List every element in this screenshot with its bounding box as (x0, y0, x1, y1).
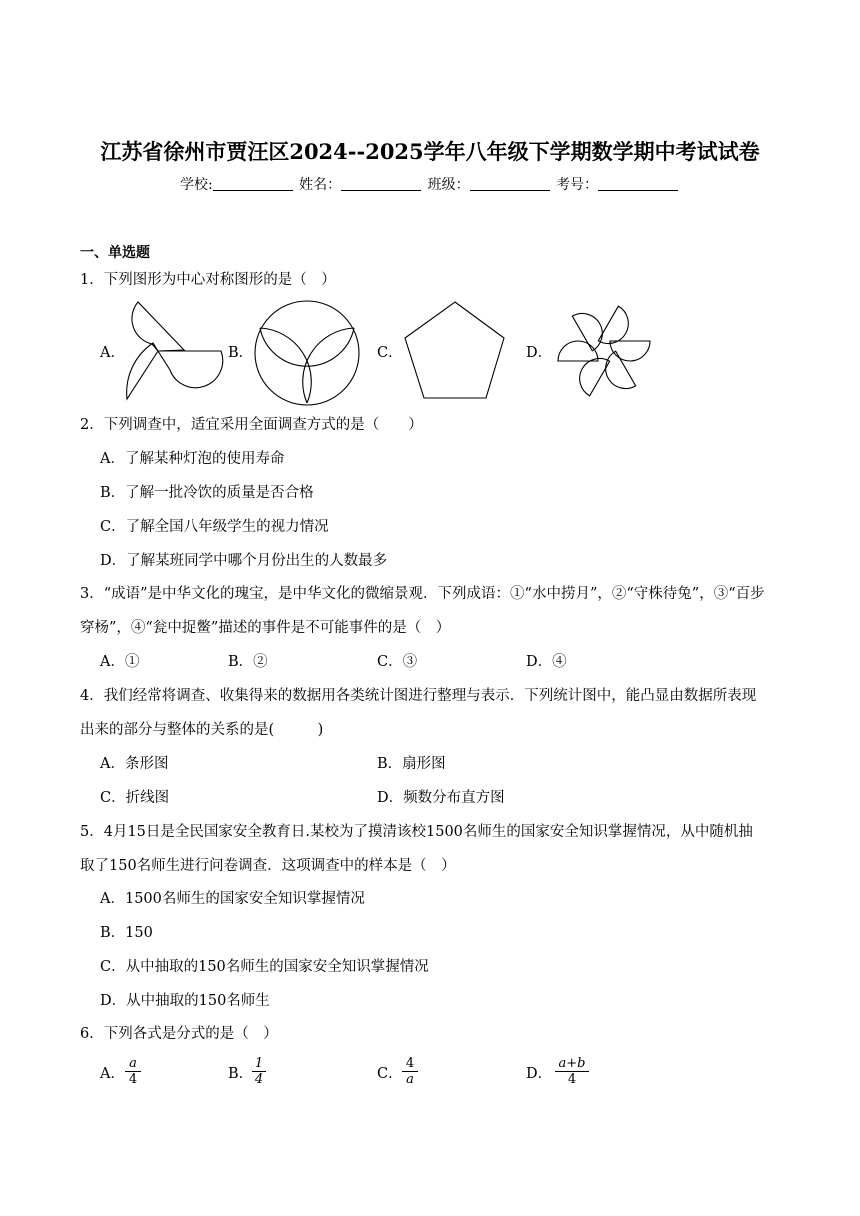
q6-option-c-label: C． (377, 1066, 403, 1082)
six-blade-pinwheel-icon (552, 303, 656, 399)
question-3-line-1: 3．“成语”是中华文化的瑰宝，是中华文化的微缩景观．下列成语：①“水中捞月”，②“守株待兔”，③“百步 (80, 586, 765, 602)
school-blank (213, 176, 293, 191)
question-1: 1．下列图形为中心对称图形的是（ ） (80, 272, 336, 288)
name-label: 姓名： (299, 177, 342, 193)
q6-fraction-c (402, 1056, 418, 1088)
three-blade-rotor-icon (122, 300, 226, 404)
q6-fraction-d-denominator: 4 (567, 1072, 577, 1087)
pentagon-icon (402, 300, 506, 404)
q1-option-c-label: C． (377, 345, 403, 361)
exam-number-label: 考号： (556, 177, 599, 193)
q3-option-a: A．① (100, 654, 140, 670)
q5-option-a: A．1500名师生的国家安全知识掌握情况 (100, 891, 365, 907)
question-4-line-2: 出来的部分与整体的关系的是( ) (80, 722, 324, 738)
question-4-line-1: 4．我们经常将调查、收集得来的数据用各类统计图进行整理与表示．下列统计图中，能凸显由数据所表现 (80, 688, 757, 704)
q5-option-d: D．从中抽取的150名师生 (100, 993, 270, 1009)
section-heading: 一、单选题 (80, 245, 150, 261)
q6-fraction-a-numerator: a (125, 1056, 141, 1072)
school-label: 学校: (179, 177, 213, 193)
q1-option-a-label: A． (100, 345, 125, 361)
class-label: 班级： (427, 177, 470, 193)
q6-fraction-d (555, 1056, 589, 1088)
question-2: 2．下列调查中，适宜采用全面调查方式的是（ ） (80, 417, 423, 433)
name-blank (341, 176, 421, 191)
q1-option-b-label: B． (228, 345, 254, 361)
q6-fraction-c-numerator: 4 (402, 1056, 418, 1072)
exam-title: 江苏省徐州市贾汪区2024--2025学年八年级下学期数学期中考试试卷 (100, 139, 760, 164)
q4-option-d: D．频数分布直方图 (377, 790, 505, 806)
q5-option-c: C．从中抽取的150名师生的国家安全知识掌握情况 (100, 959, 429, 975)
q6-fraction-b-denominator: 4 (254, 1072, 264, 1087)
q4-option-c: C．折线图 (100, 790, 170, 806)
q4-option-a: A．条形图 (100, 756, 169, 772)
q2-option-c: C．了解全国八年级学生的视力情况 (100, 519, 329, 535)
q6-fraction-a (125, 1056, 141, 1088)
question-5-line-2: 取了150名师生进行问卷调查．这项调查中的样本是（ ） (80, 858, 456, 874)
class-blank (470, 176, 550, 191)
q6-fraction-b (252, 1056, 266, 1088)
q6-fraction-d-numerator: a+b (555, 1056, 589, 1072)
q3-option-d: D．④ (526, 654, 567, 670)
question-5-line-1: 5．4月15日是全民国家安全教育日.某校为了摸清该校1500名师生的国家安全知识掌握情况，从中随机抽 (80, 824, 753, 840)
question-6: 6．下列各式是分式的是（ ） (80, 1026, 278, 1042)
circle-three-arcs-icon (252, 298, 362, 408)
q4-option-b: B．扇形图 (377, 756, 446, 772)
q2-option-b: B．了解一批冷饮的质量是否合格 (100, 485, 314, 501)
q5-option-b: B．150 (100, 925, 153, 941)
q6-option-b-label: B． (228, 1066, 254, 1082)
q2-option-d: D．了解某班同学中哪个月份出生的人数最多 (100, 553, 388, 569)
q6-fraction-b-numerator: 1 (252, 1056, 266, 1072)
student-info-line (0, 174, 860, 194)
q6-fraction-a-denominator: 4 (128, 1072, 138, 1087)
q1-option-d-label: D． (526, 345, 553, 361)
q3-option-c: C．③ (377, 654, 418, 670)
question-3-line-2: 穿杨”，④“瓮中捉鳖”描述的事件是不可能事件的是（ ） (80, 620, 451, 636)
q3-option-b: B．② (228, 654, 268, 670)
exam-number-blank (598, 176, 678, 191)
q6-option-d-label: D． (526, 1066, 553, 1082)
q6-option-a-label: A． (100, 1066, 125, 1082)
q2-option-a: A．了解某种灯泡的使用寿命 (100, 451, 285, 467)
q6-fraction-c-denominator: a (406, 1072, 414, 1087)
